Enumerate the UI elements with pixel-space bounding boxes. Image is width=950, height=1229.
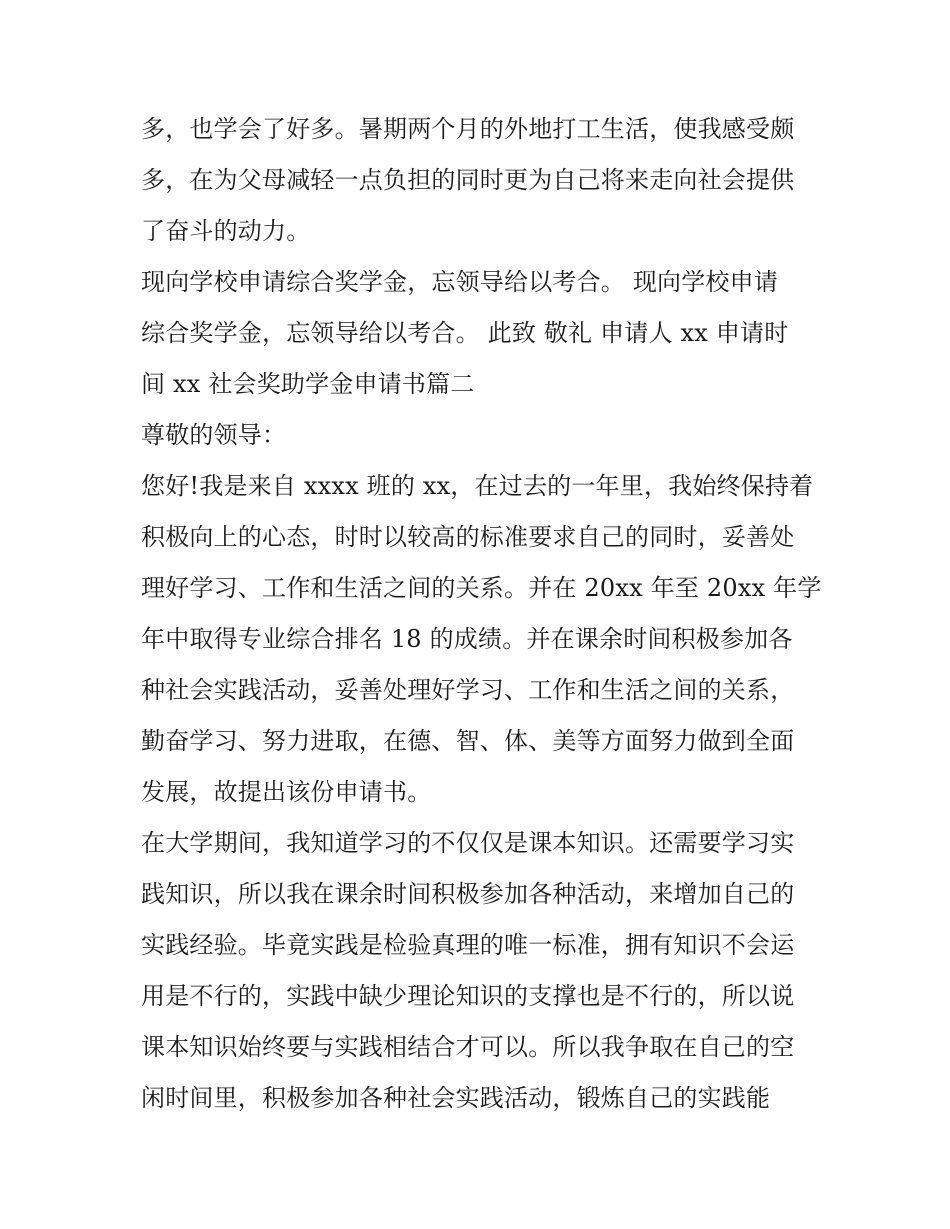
document-body: [141, 104, 821, 1124]
text-line: 实践经验。毕竟实践是检验真理的唯一标准，拥有知识不会运: [141, 931, 795, 959]
text-line: 用是不行的，实践中缺少理论知识的支撑也是不行的，所以说: [141, 982, 795, 1010]
paragraph-summer-work: [141, 104, 821, 257]
text-line: 在大学期间，我知道学习的不仅仅是课本知识。还需要学习实: [141, 829, 795, 857]
text-line: 年中取得专业综合排名 18 的成绩。并在课余时间积极参加各: [141, 625, 793, 653]
paragraph-introduction: [141, 461, 821, 818]
text-line: 间 xx 社会奖助学金申请书篇二: [141, 370, 475, 398]
text-line: 现向学校申请综合奖学金，忘领导给以考合。 现向学校申请: [141, 268, 779, 296]
paragraph-salutation: [141, 410, 821, 461]
text-line: 积极向上的心态，时时以较高的标准要求自己的同时，妥善处: [141, 523, 795, 551]
text-line: 课本知识始终要与实践相结合才可以。所以我争取在自己的空: [141, 1033, 795, 1061]
text-line: 了奋斗的动力。: [141, 217, 311, 245]
text-line: 多，在为父母减轻一点负担的同时更为自己将来走向社会提供: [141, 166, 795, 194]
paragraph-university-practice: [141, 818, 821, 1124]
salutation-line: 尊敬的领导：: [141, 421, 287, 449]
text-line: 理好学习、工作和生活之间的关系。并在 20xx 年至 20xx 年学: [141, 574, 822, 602]
text-line: 您好!我是来自 xxxx 班的 xx，在过去的一年里，我始终保持着: [141, 472, 814, 500]
text-line: 种社会实践活动，妥善处理好学习、工作和生活之间的关系，: [141, 676, 795, 704]
text-line: 多，也学会了好多。暑期两个月的外地打工生活，使我感受颇: [141, 115, 795, 143]
text-line: 践知识，所以我在课余时间积极参加各种活动，来增加自己的: [141, 880, 795, 908]
text-line: 闲时间里，积极参加各种社会实践活动，锻炼自己的实践能: [141, 1084, 771, 1112]
text-line: 综合奖学金，忘领导给以考合。 此致 敬礼 申请人 xx 申请时: [141, 319, 789, 347]
paragraph-application-request: [141, 257, 821, 410]
text-line: 勤奋学习、努力进取，在德、智、体、美等方面努力做到全面: [141, 727, 795, 755]
text-line: 发展，故提出该份申请书。: [141, 778, 432, 806]
